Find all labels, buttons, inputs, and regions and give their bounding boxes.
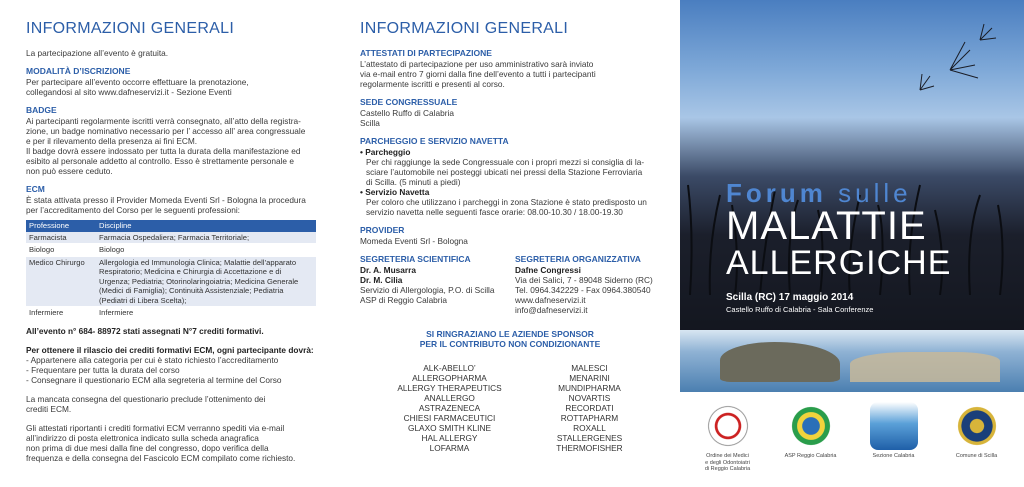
- table-row: [26, 232, 316, 244]
- badge-text: Ai partecipanti regolarmente iscritti verrà consegnato, all’atto della registra- zione, un badge nominativo necessario per l’ accesso all’ area congressuale e per il rilevamento della presenza ai fini ECM. Il badge dovrà essere indossato per tutta la durata della manifestazione ed esibito al personale addetto al controllo. Esso è strettamente personale e non può essere ceduto.: [26, 116, 306, 176]
- organizzativa-text: Via dei Salici, 7 - 89048 Siderno (RC) Tel. 0964.342229 - Fax 0964.380540 www.dafneservizi.it info@dafneservizi.it: [515, 275, 653, 315]
- logo-caption: Sezione Calabria: [872, 453, 915, 459]
- parcheggio-subheading: • Parcheggio: [360, 147, 411, 157]
- scientifica-text: Servizio di Allergologia, P.O. di Scilla ASP di Reggio Calabria: [360, 285, 495, 305]
- sponsor-list: [360, 363, 660, 453]
- table-cell: Medico Chirurgo: [26, 256, 96, 307]
- list-item: MENARINI: [569, 373, 610, 383]
- modalita-text: Per partecipare all’evento occorre effettuare la prenotazione, collegandosi al sito www.dafneservizi.it - Sezione Eventi: [26, 77, 249, 97]
- forum-light: sulle: [826, 178, 912, 208]
- attestati-text: L’attestato di partecipazione per uso amministrativo sarà inviato via e-mail entro 7 giorni dalla fine dell’evento a tutti i partecipanti regolarmente iscritti e presenti al corso.: [360, 59, 596, 89]
- ordine-medici-seal-icon: [704, 402, 752, 450]
- table-cell: Biologo: [26, 244, 96, 257]
- segreteria-organizzativa: [515, 254, 660, 315]
- provider-heading: PROVIDER: [360, 225, 405, 235]
- scientifica-names: Dr. A. Musarra Dr. M. Cilia: [360, 265, 416, 285]
- list-item: ALLERGOPHARMA: [412, 373, 487, 383]
- organizzativa-heading: SEGRETERIA ORGANIZZATIVA: [515, 254, 641, 264]
- segreteria-scientifica: [360, 254, 505, 315]
- navetta-subheading: • Servizio Navetta: [360, 187, 430, 197]
- town-shore: [850, 352, 1000, 382]
- title-line-1: MALATTIE: [726, 204, 927, 248]
- event-place-date: Scilla (RC) 17 maggio 2014: [726, 292, 854, 303]
- table-header: Discipline: [96, 220, 316, 232]
- sponsor-title: SI RINGRAZIANO LE AZIENDE SPONSOR PER IL CONTRIBUTO NON CONDIZIONANTE: [419, 329, 601, 349]
- ecm-text: È stata attivata presso il Provider Momeda Eventi Srl - Bologna la procedura per l’accreditamento del Corso per le seguenti professioni:: [26, 195, 306, 215]
- list-item: ALK-ABELLO’: [423, 363, 476, 373]
- list-item: MALESCI: [571, 363, 608, 373]
- list-item: ALLERGY THERAPEUTICS: [397, 383, 502, 393]
- list-item: ROXALL: [573, 423, 606, 433]
- sponsor-list-right: [556, 363, 622, 453]
- section-title: INFORMAZIONI GENERALI: [26, 20, 235, 37]
- list-item: RECORDATI: [565, 403, 614, 413]
- asp-seal-icon: [787, 402, 835, 450]
- info-column-left: [0, 0, 340, 487]
- list-item: STALLERGENES: [556, 433, 623, 443]
- table-row: [26, 244, 316, 257]
- segreterie: [360, 254, 660, 315]
- list-item: ANALLERGO: [424, 393, 475, 403]
- table-header-row: [26, 220, 316, 232]
- scientifica-heading: SEGRETERIA SCIENTIFICA: [360, 254, 471, 264]
- logo-aaito: [858, 402, 930, 487]
- title-line-2: ALLERGICHE: [726, 244, 952, 282]
- castle-cliff: [720, 342, 840, 382]
- forum-bold: Forum: [726, 178, 827, 208]
- table-cell: Biologo: [96, 244, 316, 257]
- list-item: CHIESI FARMACEUTICI: [403, 413, 496, 423]
- modalita-heading: MODALITÀ D’ISCRIZIONE: [26, 66, 131, 76]
- crediti-text: All’evento n° 684- 88972 stati assegnati N°7 crediti formativi.: [26, 325, 264, 336]
- dandelion-seeds-icon: [880, 10, 1020, 130]
- list-item: ASTRAZENECA: [418, 403, 481, 413]
- list-item: GLAXO SMITH KLINE: [407, 423, 491, 433]
- info-column-middle: [340, 0, 680, 487]
- table-cell: Infermiere: [96, 307, 316, 320]
- table-row: [26, 307, 316, 320]
- ecm-heading: ECM: [26, 184, 45, 194]
- list-item: THERMOFISHER: [556, 443, 623, 453]
- aaito-logo-icon: [870, 402, 918, 450]
- table-row: [26, 256, 316, 307]
- logo-asp: [775, 402, 847, 487]
- table-cell: Farmacista: [26, 232, 96, 244]
- list-item: MUNDIPHARMA: [558, 383, 621, 393]
- navetta-text: Per coloro che utilizzano i parcheggi in zona Stazione è stato predisposto un servizio navetta nelle seguenti fasce orarie: 08.00-10.30 / 18.00-19.30: [366, 197, 647, 217]
- comune-scilla-seal-icon: [953, 402, 1001, 450]
- logo-caption: ASP Reggio Calabria: [784, 453, 837, 459]
- list-item: ROTTAPHARM: [560, 413, 619, 423]
- table-cell: Allergologia ed Immunologia Clinica; Malattie dell’apparato Respiratorio; Medicina e Chirurgia di Accettazione e di Urgenza; Pediatria; Otorinolaringoiatria; Medicina Generale (Medici di Famiglia); Continuità Assistenziale; Pediatria (Pediatri di Libera Scelta);: [96, 256, 316, 307]
- organizzativa-name: Dafne Congressi: [515, 265, 581, 275]
- patronage-logos: [680, 398, 1024, 487]
- ottenere-text: - Appartenere alla categoria per cui è stato richiesto l’accreditamento - Frequentare per tutta la durata del corso - Consegnare il questionario ECM alla segreteria al termine del Corso: [26, 354, 282, 385]
- attestati-heading: ATTESTATI DI PARTECIPAZIONE: [360, 48, 492, 58]
- intro-text: La partecipazione all’evento è gratuita.: [26, 48, 169, 58]
- sede-text: Castello Ruffo di Calabria Scilla: [360, 108, 454, 128]
- sponsor-list-left: [397, 363, 501, 453]
- sede-heading: SEDE CONGRESSUALE: [360, 97, 458, 107]
- badge-heading: BADGE: [26, 105, 57, 115]
- list-item: NOVARTIS: [568, 393, 611, 403]
- ottenere-heading: Per ottenere il rilascio dei crediti formativi ECM, ogni partecipante dovrà:: [26, 344, 314, 355]
- logo-comune-scilla: [941, 402, 1013, 487]
- professions-table: [26, 220, 316, 320]
- event-venue: Castello Ruffo di Calabria - Sala Conferenze: [726, 305, 874, 314]
- parcheggio-text: Per chi raggiunge la sede Congressuale con i propri mezzi si consiglia di la- sciare l’automobile nei posteggi ubicati nei pressi della Stazione Ferroviaria di Scilla. (5 minuti a piedi): [366, 157, 645, 187]
- cover-panel: [680, 0, 1024, 487]
- list-item: LOFARMA: [429, 443, 470, 453]
- parcheggio-heading: PARCHEGGIO E SERVIZIO NAVETTA: [360, 136, 509, 146]
- section-title: INFORMAZIONI GENERALI: [360, 20, 569, 37]
- table-cell: Infermiere: [26, 307, 96, 320]
- table-header: Professione: [26, 220, 96, 232]
- logo-caption: Ordine dei Medici e degli Odontoiatri di Reggio Calabria: [704, 453, 751, 472]
- logo-ordine-medici: [692, 402, 764, 487]
- logo-caption: Comune di Scilla: [955, 453, 998, 459]
- table-cell: Farmacia Ospedaliera; Farmacia Territoriale;: [96, 232, 316, 244]
- mancata-text: La mancata consegna del questionario preclude l’ottenimento dei crediti ECM.: [26, 393, 266, 414]
- provider-text: Momeda Eventi Srl - Bologna: [360, 236, 468, 246]
- list-item: HAL ALLERGY: [421, 433, 478, 443]
- attestati-ecm-text: Gli attestati riportanti i crediti formativi ECM verranno spediti via e-mail all’indirizzo di posta elettronica indicato sulla scheda anagrafica non prima di due mesi dalla fine del congresso, dopo verifica della frequenza e della consegna del Fascicolo ECM compilato come richiesto.: [26, 422, 296, 463]
